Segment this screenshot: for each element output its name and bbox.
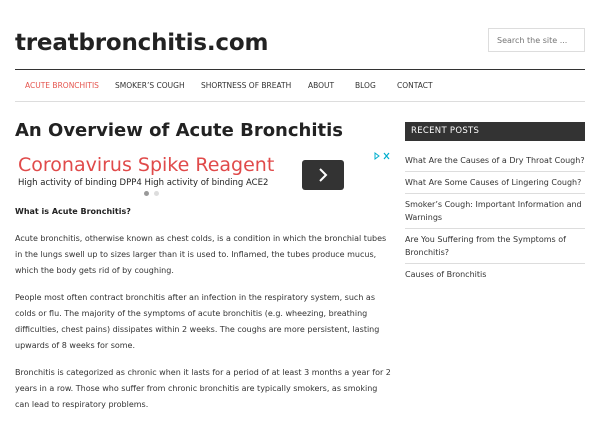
site-title[interactable]: treatbronchitis.com [15, 30, 269, 56]
nav-item-acute-bronchitis[interactable]: ACUTE BRONCHITIS [25, 81, 99, 90]
ad-headline[interactable]: Coronavirus Spike Reagent [18, 154, 275, 176]
ad-banner[interactable] [15, 152, 391, 198]
nav-item-blog[interactable]: BLOG [355, 81, 376, 90]
ad-choices-icon[interactable] [374, 152, 391, 160]
post-content [15, 204, 391, 424]
post-paragraph: People most often contract bronchitis after an infection in the respiratory system, such as colds or flu. The majority of the symptoms of acute bronchitis (e.g. wheezing, breathing difficulties, chest pains) dissipates within 2 weeks. The coughs are more persistent, lasting upwards of 8 weeks for some. [15, 293, 380, 350]
recent-post-link[interactable]: Smoker’s Cough: Important Information and Warnings [405, 194, 585, 229]
recent-posts-list [405, 150, 585, 285]
recent-posts-title: RECENT POSTS [405, 122, 585, 141]
ad-pager-dot[interactable] [154, 191, 159, 196]
post-question-heading: What is Acute Bronchitis? [15, 207, 131, 216]
sidebar [405, 122, 585, 285]
ad-pager-dot-active[interactable] [144, 191, 149, 196]
main-nav [15, 69, 585, 102]
nav-item-shortness-of-breath[interactable]: SHORTNESS OF BREATH [201, 81, 292, 90]
search-input[interactable] [488, 28, 585, 52]
ad-next-button[interactable] [302, 160, 344, 190]
post-paragraph: Bronchitis is categorized as chronic when it lasts for a period of at least 3 months a year for 2 years in a row. Those who suffer from chronic bronchitis are typically smokers, as smoking can lead to respiratory problems. [15, 368, 391, 409]
recent-post-link[interactable]: Causes of Bronchitis [405, 270, 487, 279]
nav-item-about[interactable]: ABOUT [308, 81, 335, 90]
recent-post-link[interactable]: Are You Suffering from the Symptoms of Bronchitis? [405, 229, 585, 264]
recent-post-link[interactable]: What Are Some Causes of Lingering Cough? [405, 172, 585, 194]
ad-subline[interactable]: High activity of binding DPP4 High activity of binding ACE2 [18, 178, 269, 188]
ad-pager-dots [142, 191, 162, 197]
site-header [0, 0, 600, 70]
nav-item-smokers-cough[interactable]: SMOKER’S COUGH [115, 81, 185, 90]
chevron-right-icon [317, 168, 329, 182]
nav-item-contact[interactable]: CONTACT [397, 81, 433, 90]
post-paragraph: Acute bronchitis, otherwise known as chest colds, is a condition in which the bronchial tubes in the lungs swell up to sizes larger than it is used to. Inflamed, the tubes produce mucus, which the body gets rid of by coughing. [15, 234, 387, 275]
post-title: An Overview of Acute Bronchitis [15, 120, 344, 141]
recent-post-link[interactable]: What Are the Causes of a Dry Throat Cough? [405, 150, 585, 172]
